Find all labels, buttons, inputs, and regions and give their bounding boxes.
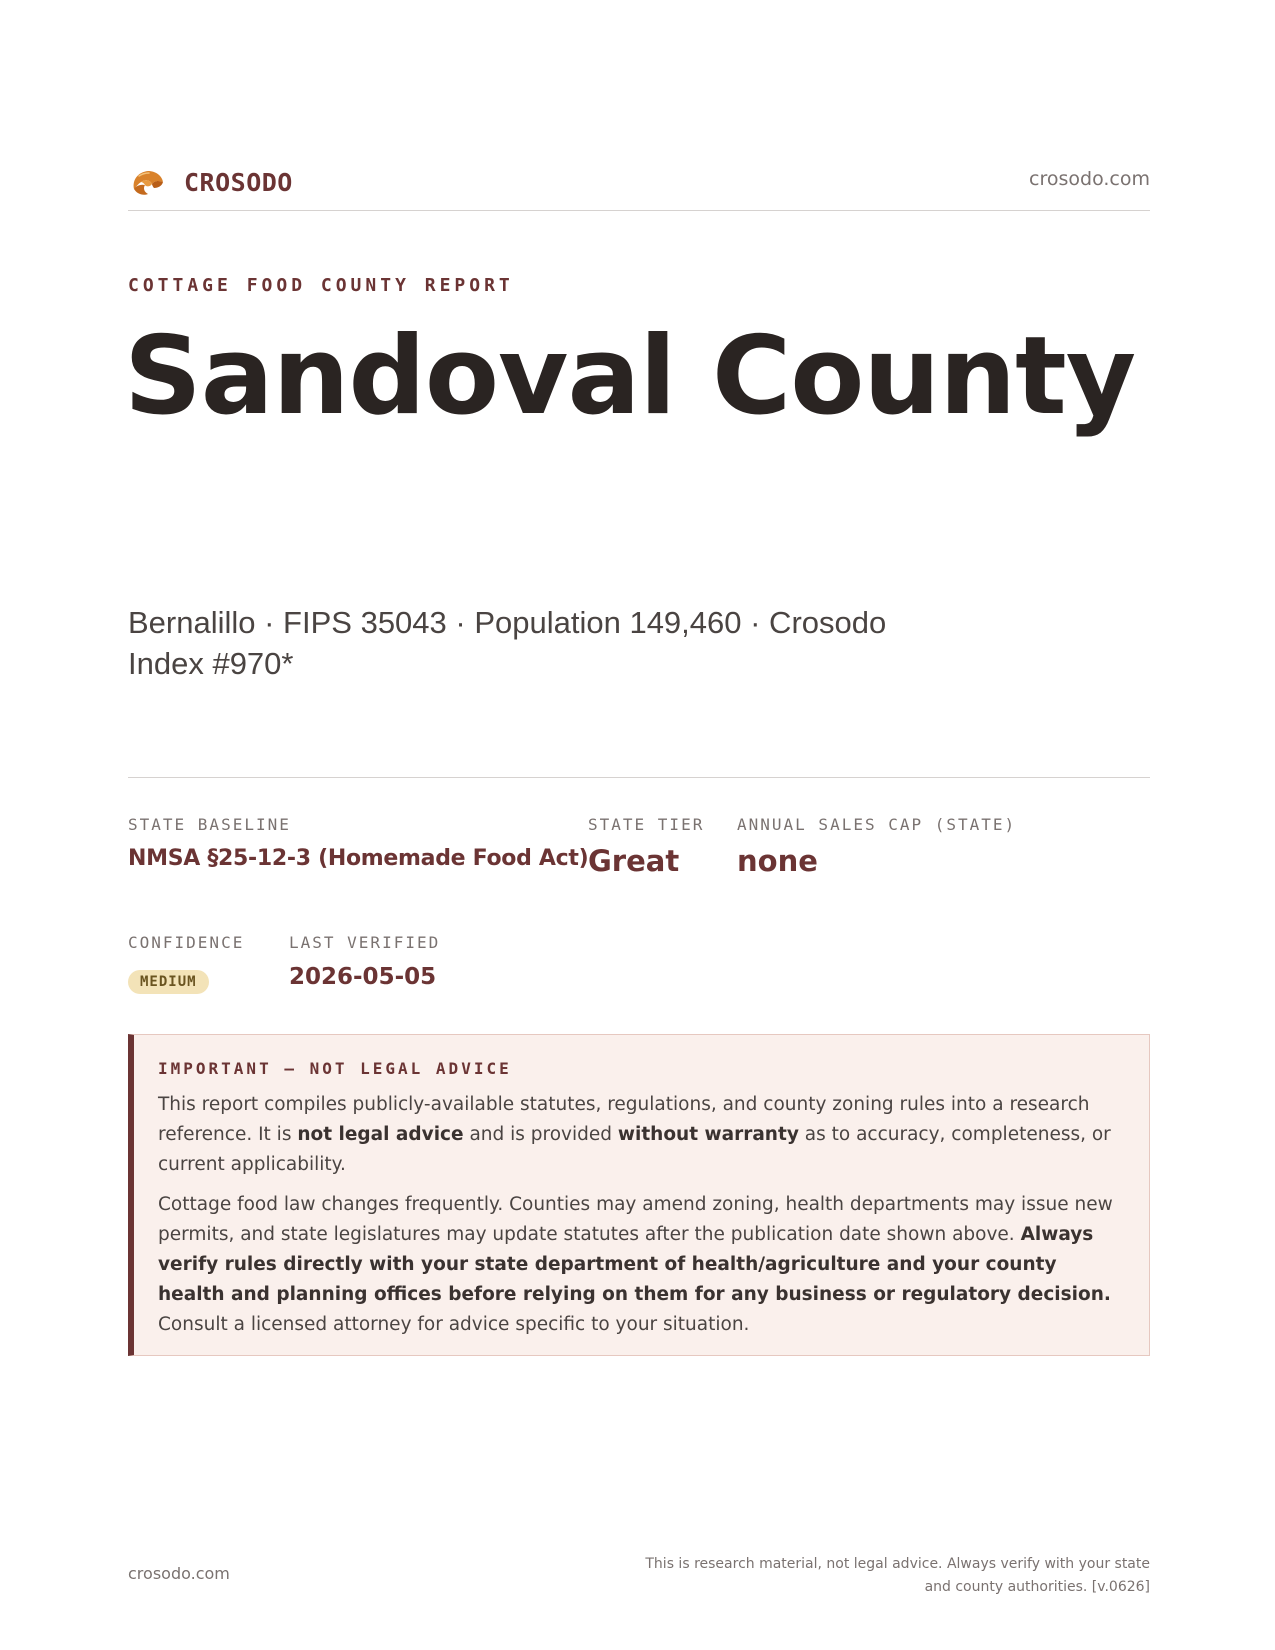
brand [128, 162, 293, 202]
legal-notice-paragraph-2 [158, 1190, 1123, 1340]
legal-notice [128, 1034, 1150, 1356]
brand-name: CROSODO [184, 167, 293, 197]
notice-emphasis: without warranty [617, 1124, 799, 1145]
report-page [124, 0, 1150, 1650]
page-title: Sandoval County [124, 314, 1136, 439]
page-header [128, 158, 1150, 211]
footer-disclaimer [630, 1553, 1150, 1599]
sales-cap-value: none [737, 844, 818, 878]
header-site-url[interactable]: crosodo.com [1029, 168, 1150, 190]
report-eyebrow: COTTAGE FOOD COUNTY REPORT [128, 275, 514, 296]
footer-disclaimer-line-1: This is research material, not legal advice. Always verify with your state [645, 1556, 1150, 1572]
last-verified-label: LAST VERIFIED [289, 933, 441, 952]
sales-cap-label: ANNUAL SALES CAP (STATE) [737, 815, 1017, 834]
county-summary: Bernalillo · FIPS 35043 · Population 149,460 · Crosodo Index #970* [128, 605, 887, 681]
state-tier-field [588, 815, 704, 878]
state-baseline-value: NMSA §25-12-3 (Homemade Food Act) [128, 846, 589, 871]
footer-site-url[interactable]: crosodo.com [128, 1564, 230, 1583]
notice-emphasis: not legal advice [297, 1124, 464, 1145]
last-verified-field [289, 933, 440, 990]
notice-emphasis: Always verify rules directly with your state department of health/agriculture and your county health and planning offices before relying on them for any business or regulatory decision. [158, 1224, 1111, 1305]
confidence-field [128, 933, 244, 994]
notice-text: Cottage food law changes frequently. Counties may amend zoning, health departments may issue new permits, and state legislatures may update statutes after the publication date shown above. [158, 1194, 1113, 1245]
last-verified-value: 2026-05-05 [289, 964, 437, 990]
notice-text: as to accuracy, completeness, or current applicability. [158, 1124, 1111, 1175]
notice-text: and is provided [463, 1124, 618, 1145]
notice-text: This report compiles publicly-available statutes, regulations, and county zoning rules into a research reference. It is [158, 1094, 1090, 1145]
sales-cap-field [737, 815, 1016, 878]
section-divider [128, 777, 1150, 778]
legal-notice-paragraph-1 [158, 1090, 1123, 1180]
croissant-icon [128, 162, 168, 202]
confidence-label: CONFIDENCE [128, 933, 245, 952]
legal-notice-heading: IMPORTANT — NOT LEGAL ADVICE [158, 1059, 512, 1078]
state-tier-label: STATE TIER [588, 815, 705, 834]
state-tier-value: Great [588, 844, 680, 878]
footer-disclaimer-line-2: and county authorities. [v.0626] [924, 1579, 1150, 1595]
state-baseline-label: STATE BASELINE [128, 815, 291, 834]
state-baseline-field [128, 815, 588, 871]
confidence-badge: MEDIUM [128, 970, 209, 994]
notice-text: Consult a licensed attorney for advice specific to your situation. [158, 1314, 750, 1335]
